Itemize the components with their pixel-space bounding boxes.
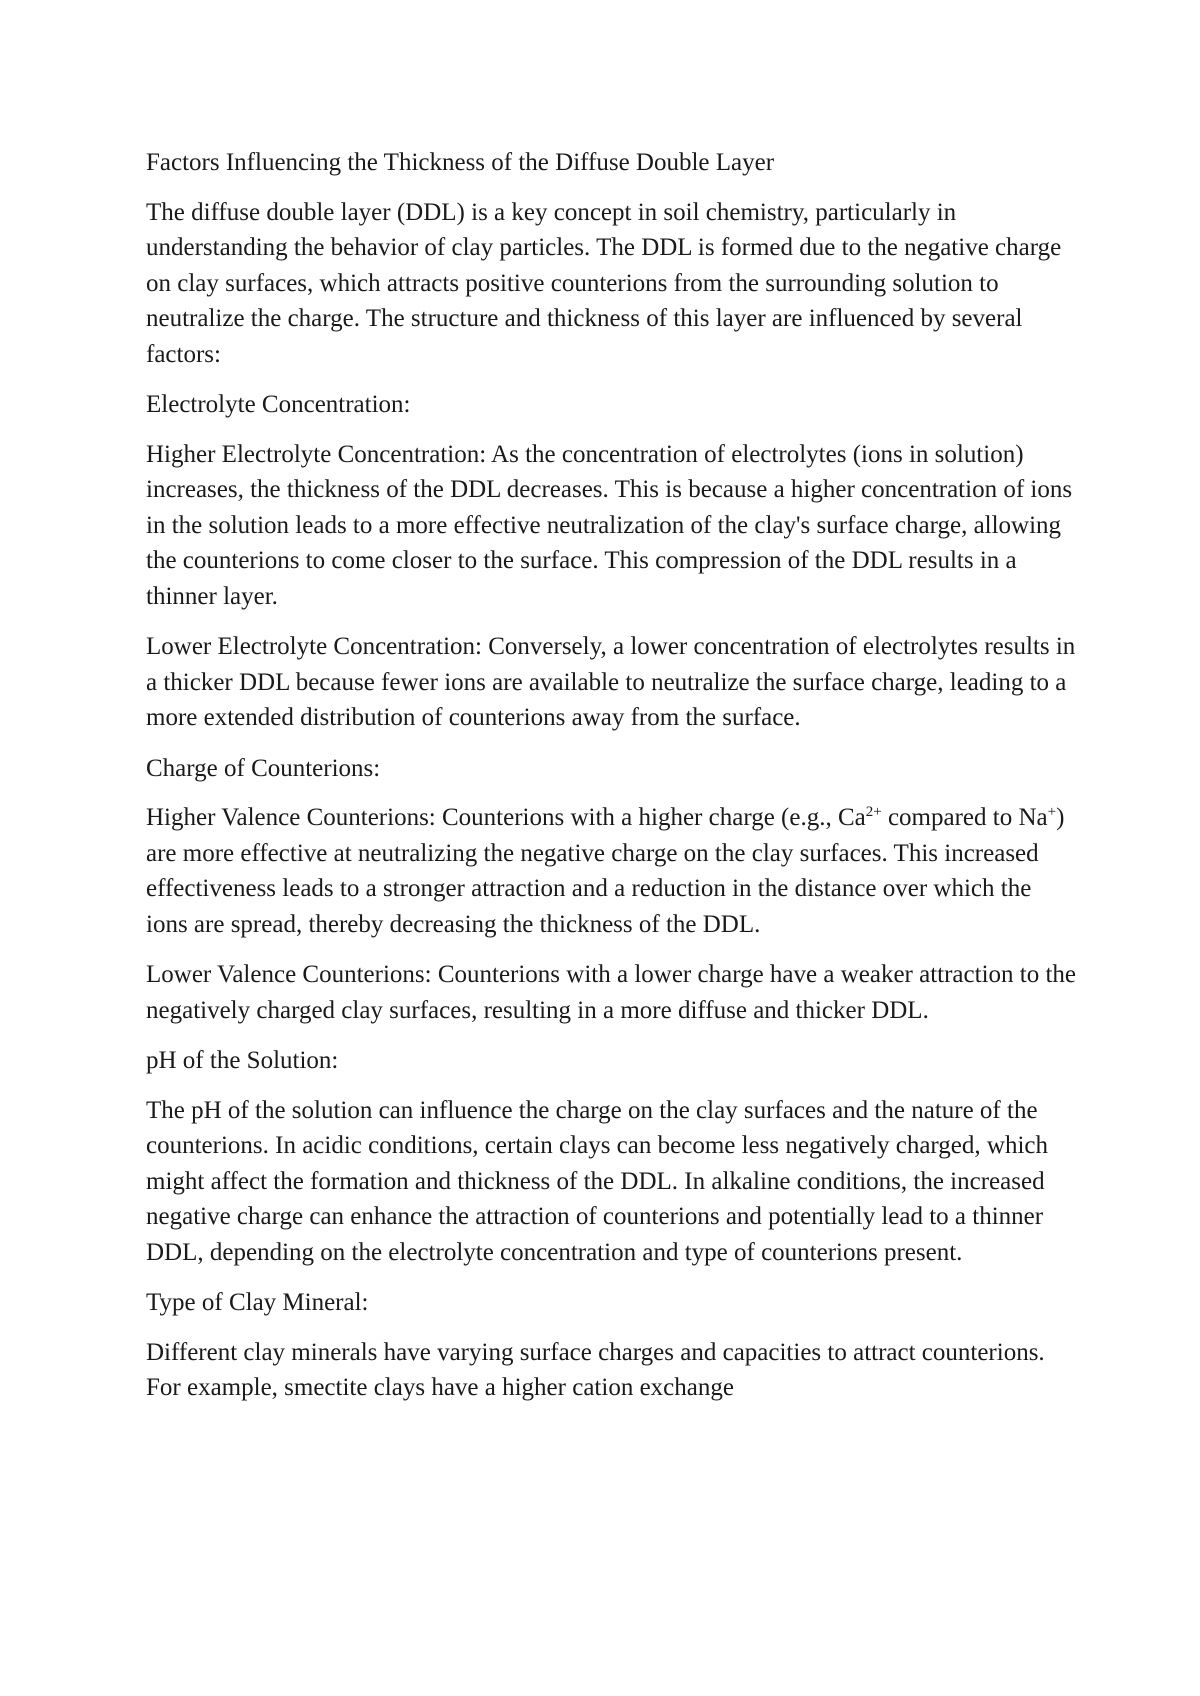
section-heading-charge: Charge of Counterions: bbox=[146, 754, 381, 782]
section-heading-clay: Type of Clay Mineral: bbox=[146, 1289, 369, 1316]
sodium-superscript: + bbox=[1047, 804, 1057, 820]
section-heading-ph: pH of the Solution: bbox=[146, 1047, 339, 1074]
document-body bbox=[146, 145, 1076, 1421]
higher-valence-text-2: compared to Na bbox=[881, 804, 1048, 831]
intro-paragraph: The diffuse double layer (DDL) is a key concept in soil chemistry, particularly in understanding the behavior of clay particles. The DDL is formed due to the negative charge on clay surfaces, which attracts positive counterions from the surrounding solution to neutralize the charge. The structure and thickness of this layer are influenced by several factors: bbox=[146, 198, 1062, 368]
paragraph-higher-valence bbox=[146, 800, 1076, 942]
paragraph-lower-valence: Lower Valence Counterions: Counterions with a lower charge have a weaker attraction to the negatively charged clay surfaces, resulting in a more diffuse and thicker DDL. bbox=[146, 961, 1077, 1024]
paragraph-lower-electrolyte: Lower Electrolyte Concentration: Conversely, a lower concentration of electrolytes results in a thicker DDL because fewer ions are available to neutralize the surface charge, leading to a more extended distribution of counterions away from the surface. bbox=[146, 633, 1076, 731]
paragraph-ph: The pH of the solution can influence the charge on the clay surfaces and the nature of the counterions. In acidic conditions, certain clays can become less negatively charged, which might affect the formation and thickness of the DDL. In alkaline conditions, the increased negative charge can enhance the attraction of counterions and potentially lead to a thinner DDL, depending on the electrolyte concentration and type of counterions present. bbox=[146, 1096, 1048, 1266]
paragraph-higher-electrolyte: Higher Electrolyte Concentration: As the concentration of electrolytes (ions in solution) increases, the thickness of the DDL decreases. This is because a higher concentration of ions in the solution leads to a more effective neutralization of the clay's surface charge, allowing the counterions to come closer to the surface. This compression of the DDL results in a thinner layer. bbox=[146, 440, 1073, 610]
higher-valence-text-3: ) are more effective at neutralizing the negative charge on the clay surfaces. This increased effectiveness leads to a stronger attraction and a reduction in the distance over which the ions are spread, thereby decreasing the thickness of the DDL. bbox=[146, 804, 1065, 938]
higher-valence-text-1: Higher Valence Counterions: Counterions with a higher charge (e.g., Ca bbox=[146, 804, 866, 831]
section-heading-electrolyte: Electrolyte Concentration: bbox=[146, 391, 411, 418]
document-title: Factors Influencing the Thickness of the Diffuse Double Layer bbox=[146, 149, 775, 176]
paragraph-clay: Different clay minerals have varying surface charges and capacities to attract counterions. For example, smectite clays have a higher cation exchange bbox=[146, 1338, 1045, 1401]
calcium-superscript: 2+ bbox=[865, 804, 882, 820]
